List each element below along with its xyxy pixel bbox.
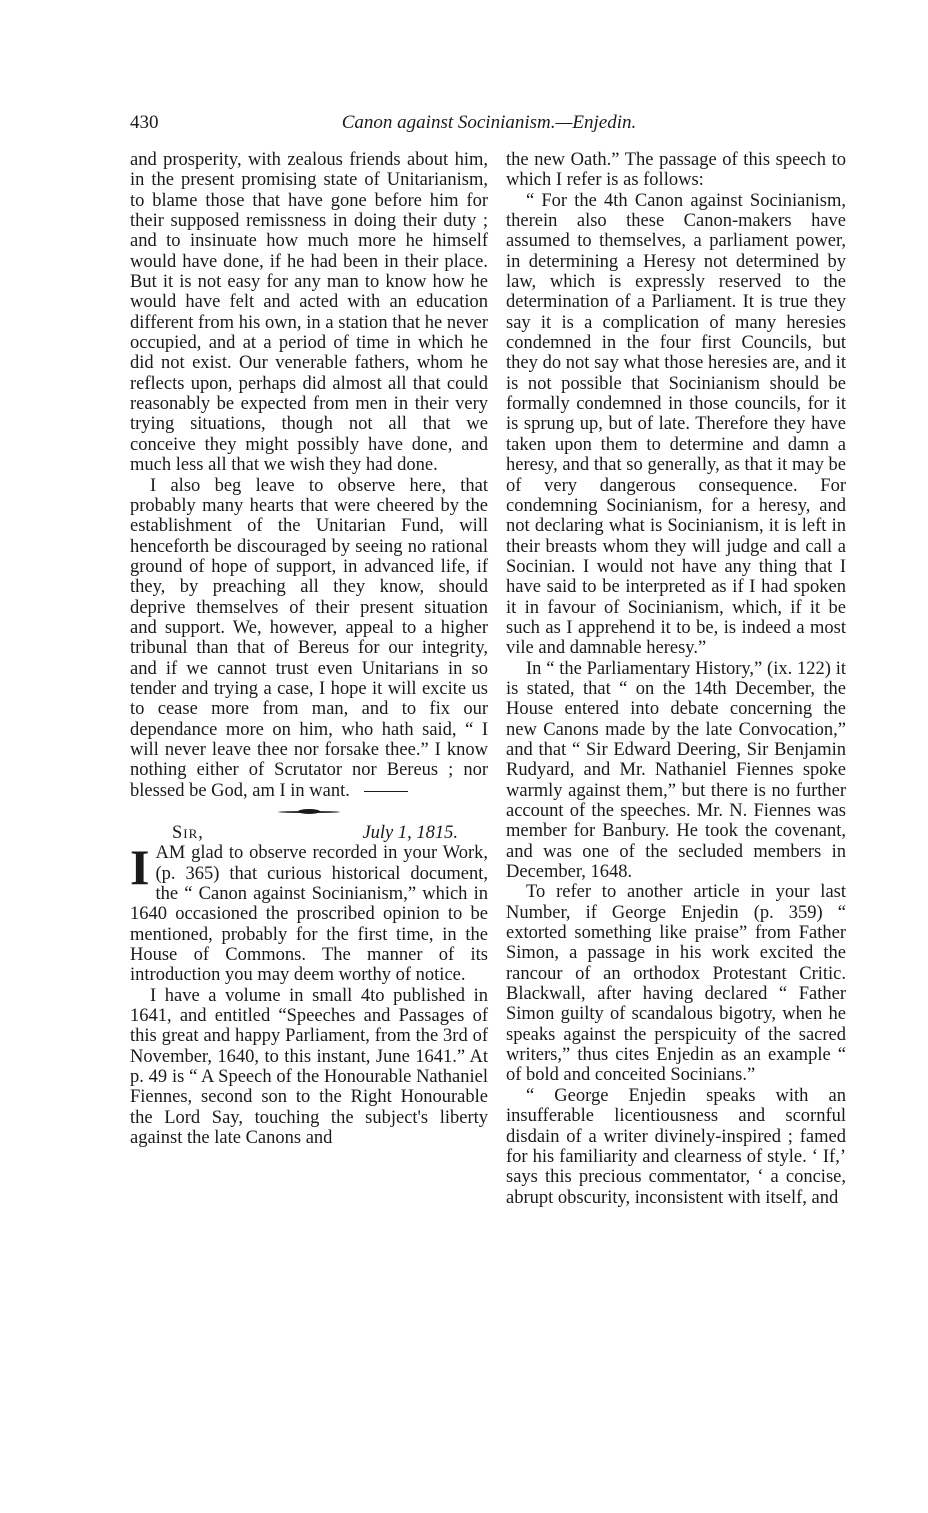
section-separator bbox=[130, 801, 488, 823]
paragraph: and prosperity, with zealous friends about him, in the present promising state of Unitarianism, to blame those that have gone before him for their supposed remissness in doing their duty ; and to insinuate how much more he himself would have done, if he had been in their place. But it is not easy for any man to know how he would have felt and acted with an education different from his own, in a station that he never occupied, and at a period of time in which he did not exist. Our venerable fathers, whom he reflects upon, perhaps did almost all that could reasonably be expected from men in their very trying situations, though not all that we conceive they might possibly have done, and much less all that we wish they had done. bbox=[130, 150, 488, 476]
salutation: Sir, bbox=[172, 823, 204, 843]
paragraph bbox=[130, 476, 488, 802]
paragraph: To refer to another article in your last Number, if George Enjedin (p. 359) “ extorted something like praise” from Father Simon, a passage in his work excited the rancour of an orthodox Protestant Critic. Blackwall, after having declared “ Father Simon guilty of scandalous bigotry, when he speaks against the perspicuity of the sacred writers,” thus cites Enjedin as an example “ of bold and conceited Socinians.” bbox=[506, 882, 846, 1086]
quotation: “ For the 4th Canon against Socinianism, therein also these Canon-makers have assumed to themselves, a parliament power, in determining a Heresy not determined by law, which is expressly reserved to the determination of a Parliament. It is true they say it is a complication of many heresies condemned in the four first Councils, but they do not say what those heresies are, and it is not possible that Socinianism should be formally condemned in those councils, for it is sprung up, but of late. Therefore they have taken upon them to determine and damn a heresy, and that so generally, as that it may be of very dangerous consequence. For condemning Socinianism, for a heresy, and not declaring what is Socinianism, it is left in their breasts whom they will judge and call a Socinian. I would not have any thing that I have said to be interpreted as if I had spoken it in favour of Socinianism, which, if it be such as I apprehend it to be, is indeed a most vile and damnable heresy.” bbox=[506, 190, 846, 659]
running-title: Canon against Socinianism.—Enjedin. bbox=[341, 112, 637, 133]
ornament-rule bbox=[278, 811, 340, 813]
paragraph-text: I also beg leave to observe here, that probably many hearts that were cheered by the establishment of the Unitarian Fund, will henceforth be discouraged by seeing no rational ground of hope of support, in advanced life, if they, by preaching all they know, should deprive themselves of their present situation and support. We, however, appeal to a higher tribunal than that of Bereus for our integrity, and if we cannot trust even Unitarians in so tender and trying a case, I hope it will excite us to cease more from man, and to fix our dependance more on him, who hath said, “ I will never leave thee nor forsake thee.” I know nothing either of Scrutator nor Bereus ; nor blessed be God, am I in want. bbox=[130, 475, 488, 801]
left-column bbox=[130, 150, 488, 1149]
paragraph: I have a volume in small 4to published in 1641, and entitled “Speeches and Passages of this great and happy Parliament, from the 3rd of November, 1640, to this instant, June 1641.” At p. 49 is “ A Speech of the Honourable Nathaniel Fiennes, second son to the Right Honourable the Lord Say, touching the subject's liberty against the late Canons and bbox=[130, 985, 488, 1149]
paragraph bbox=[130, 839, 488, 986]
page-header bbox=[130, 112, 848, 142]
letter-date: July 1, 1815. bbox=[362, 823, 458, 843]
letter-heading bbox=[130, 823, 488, 843]
quotation: “ George Enjedin speaks with an insufferable licentiousness and scornful disdain of a writer divinely-inspired ; famed for his familiarity and clearness of style. ‘ If,’ says this precious commentator, ‘ a concise, abrupt obscurity, inconsistent with itself, and bbox=[506, 1085, 846, 1208]
paragraph: the new Oath.” The passage of this speech to which I refer is as follows: bbox=[506, 150, 846, 191]
paragraph-text: AM glad to observe recorded in your Work, (p. 365) that curious historical document, the “ Canon against Socinianism,” which in 1640 occasioned the proscribed opinion to be mentioned, probably for the first time, in the House of Commons. The manner of its introduction you may deem worthy of notice. bbox=[130, 843, 488, 986]
drop-cap: I bbox=[130, 839, 150, 896]
paragraph: In “ the Parliamentary History,” (ix. 122) it is stated, that “ on the 14th December, the House entered into debate concerning the new Canons made by the late Convocation,” and that “ Sir Edward Deering, Sir Benjamin Rudyard, and Mr. Nathaniel Fiennes spoke warmly against them,” but there is no further account of the speeches. Mr. N. Fiennes was member for Banbury. He took the covenant, and was one of the secluded members in December, 1648. bbox=[506, 658, 846, 883]
signature-rule bbox=[364, 791, 408, 792]
page-number: 430 bbox=[130, 112, 159, 133]
right-column bbox=[506, 150, 846, 1208]
